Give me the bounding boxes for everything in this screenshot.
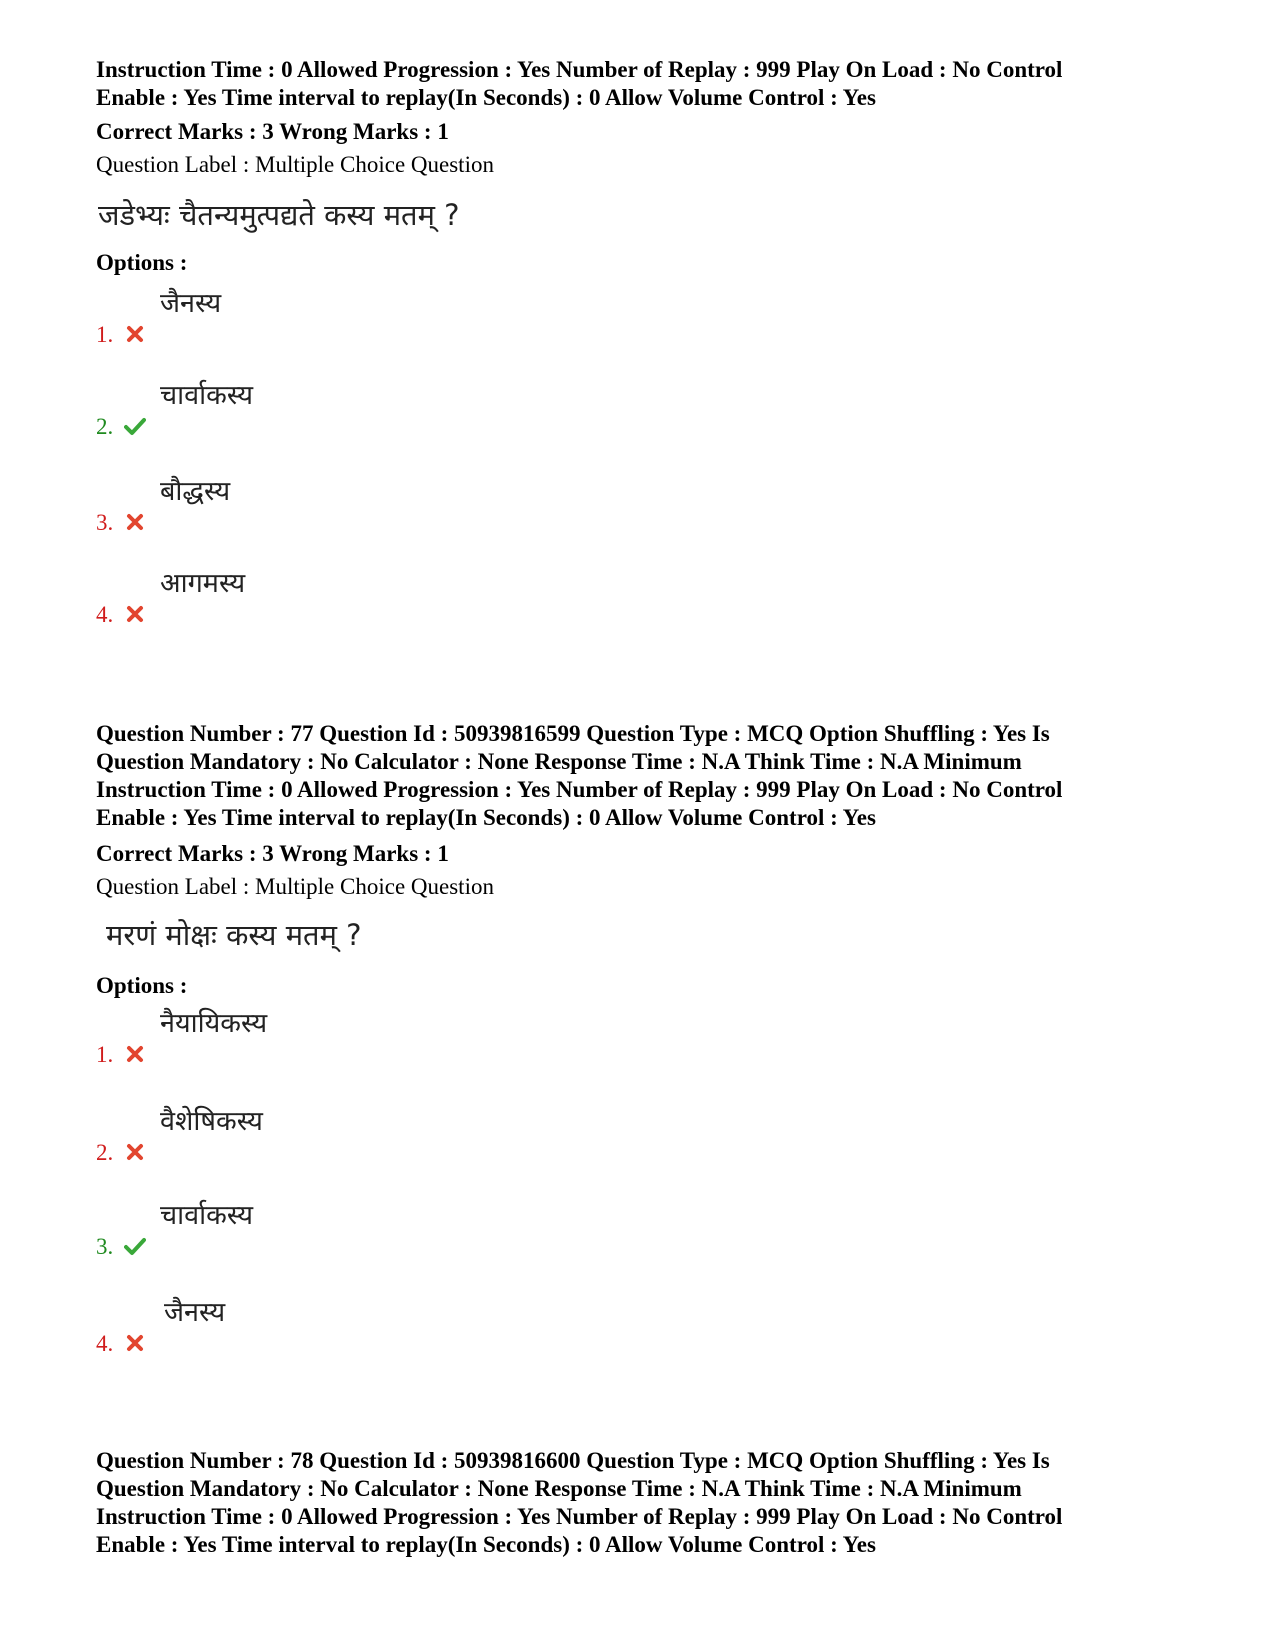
option-number: 2. xyxy=(96,414,114,439)
question-meta xyxy=(96,56,1176,112)
option-text: जैनस्य xyxy=(164,1297,226,1328)
option-item xyxy=(96,288,496,348)
cross-icon xyxy=(124,604,146,624)
option-number: 2. xyxy=(96,1140,114,1165)
option-item xyxy=(96,380,496,440)
option-text: वैशेषिकस्य xyxy=(160,1106,263,1137)
cross-icon xyxy=(124,1044,146,1064)
cross-icon xyxy=(124,324,146,344)
options-heading: Options : xyxy=(96,250,188,275)
meta-line: Question Number : 78 Question Id : 50939816600 Question Type : MCQ Option Shuffling : Yes Is xyxy=(96,1448,1050,1473)
option-number: 1. xyxy=(96,322,114,347)
cross-icon xyxy=(124,512,146,532)
option-item xyxy=(96,1008,496,1068)
cross-icon xyxy=(124,1333,146,1353)
option-text: जैनस्य xyxy=(160,288,222,319)
question-text: जडेभ्यः चैतन्यमुत्पद्यते कस्य मतम् ? xyxy=(98,198,460,232)
option-item xyxy=(96,1297,496,1357)
option-number: 1. xyxy=(96,1042,114,1067)
options-heading: Options : xyxy=(96,973,188,998)
option-text: आगमस्य xyxy=(160,568,246,599)
meta-line: Question Mandatory : No Calculator : None Response Time : N.A Think Time : N.A Minimum xyxy=(96,749,1022,774)
meta-line: Enable : Yes Time interval to replay(In Seconds) : 0 Allow Volume Control : Yes xyxy=(96,805,876,830)
meta-line: Question Mandatory : No Calculator : None Response Time : N.A Think Time : N.A Minimum xyxy=(96,1476,1022,1501)
cross-icon xyxy=(124,1142,146,1162)
option-number: 3. xyxy=(96,1234,114,1259)
option-item xyxy=(96,476,496,536)
meta-line: Enable : Yes Time interval to replay(In Seconds) : 0 Allow Volume Control : Yes xyxy=(96,85,876,110)
question-meta xyxy=(96,720,1176,832)
meta-line: Question Number : 77 Question Id : 50939816599 Question Type : MCQ Option Shuffling : Yes Is xyxy=(96,721,1050,746)
option-number: 4. xyxy=(96,602,114,627)
marks-line: Correct Marks : 3 Wrong Marks : 1 xyxy=(96,119,449,144)
meta-line: Instruction Time : 0 Allowed Progression : Yes Number of Replay : 999 Play On Load : No Control xyxy=(96,1504,1063,1529)
check-icon xyxy=(124,1236,146,1256)
option-item xyxy=(96,568,496,628)
marks-line: Correct Marks : 3 Wrong Marks : 1 xyxy=(96,841,449,866)
check-icon xyxy=(124,416,146,436)
meta-line: Instruction Time : 0 Allowed Progression : Yes Number of Replay : 999 Play On Load : No Control xyxy=(96,777,1063,802)
option-item xyxy=(96,1106,496,1166)
meta-line: Enable : Yes Time interval to replay(In Seconds) : 0 Allow Volume Control : Yes xyxy=(96,1532,876,1557)
option-number: 4. xyxy=(96,1331,114,1356)
option-number: 3. xyxy=(96,510,114,535)
option-text: चार्वाकस्य xyxy=(160,380,254,411)
meta-line: Instruction Time : 0 Allowed Progression : Yes Number of Replay : 999 Play On Load : No Control xyxy=(96,57,1063,82)
option-text: नैयायिकस्य xyxy=(160,1008,268,1039)
question-label: Question Label : Multiple Choice Question xyxy=(96,874,494,899)
option-item xyxy=(96,1200,496,1260)
question-meta xyxy=(96,1447,1176,1559)
question-label: Question Label : Multiple Choice Question xyxy=(96,152,494,177)
question-text: मरणं मोक्षः कस्य मतम् ? xyxy=(106,918,362,952)
option-text: चार्वाकस्य xyxy=(160,1200,254,1231)
option-text: बौद्धस्य xyxy=(160,476,231,507)
